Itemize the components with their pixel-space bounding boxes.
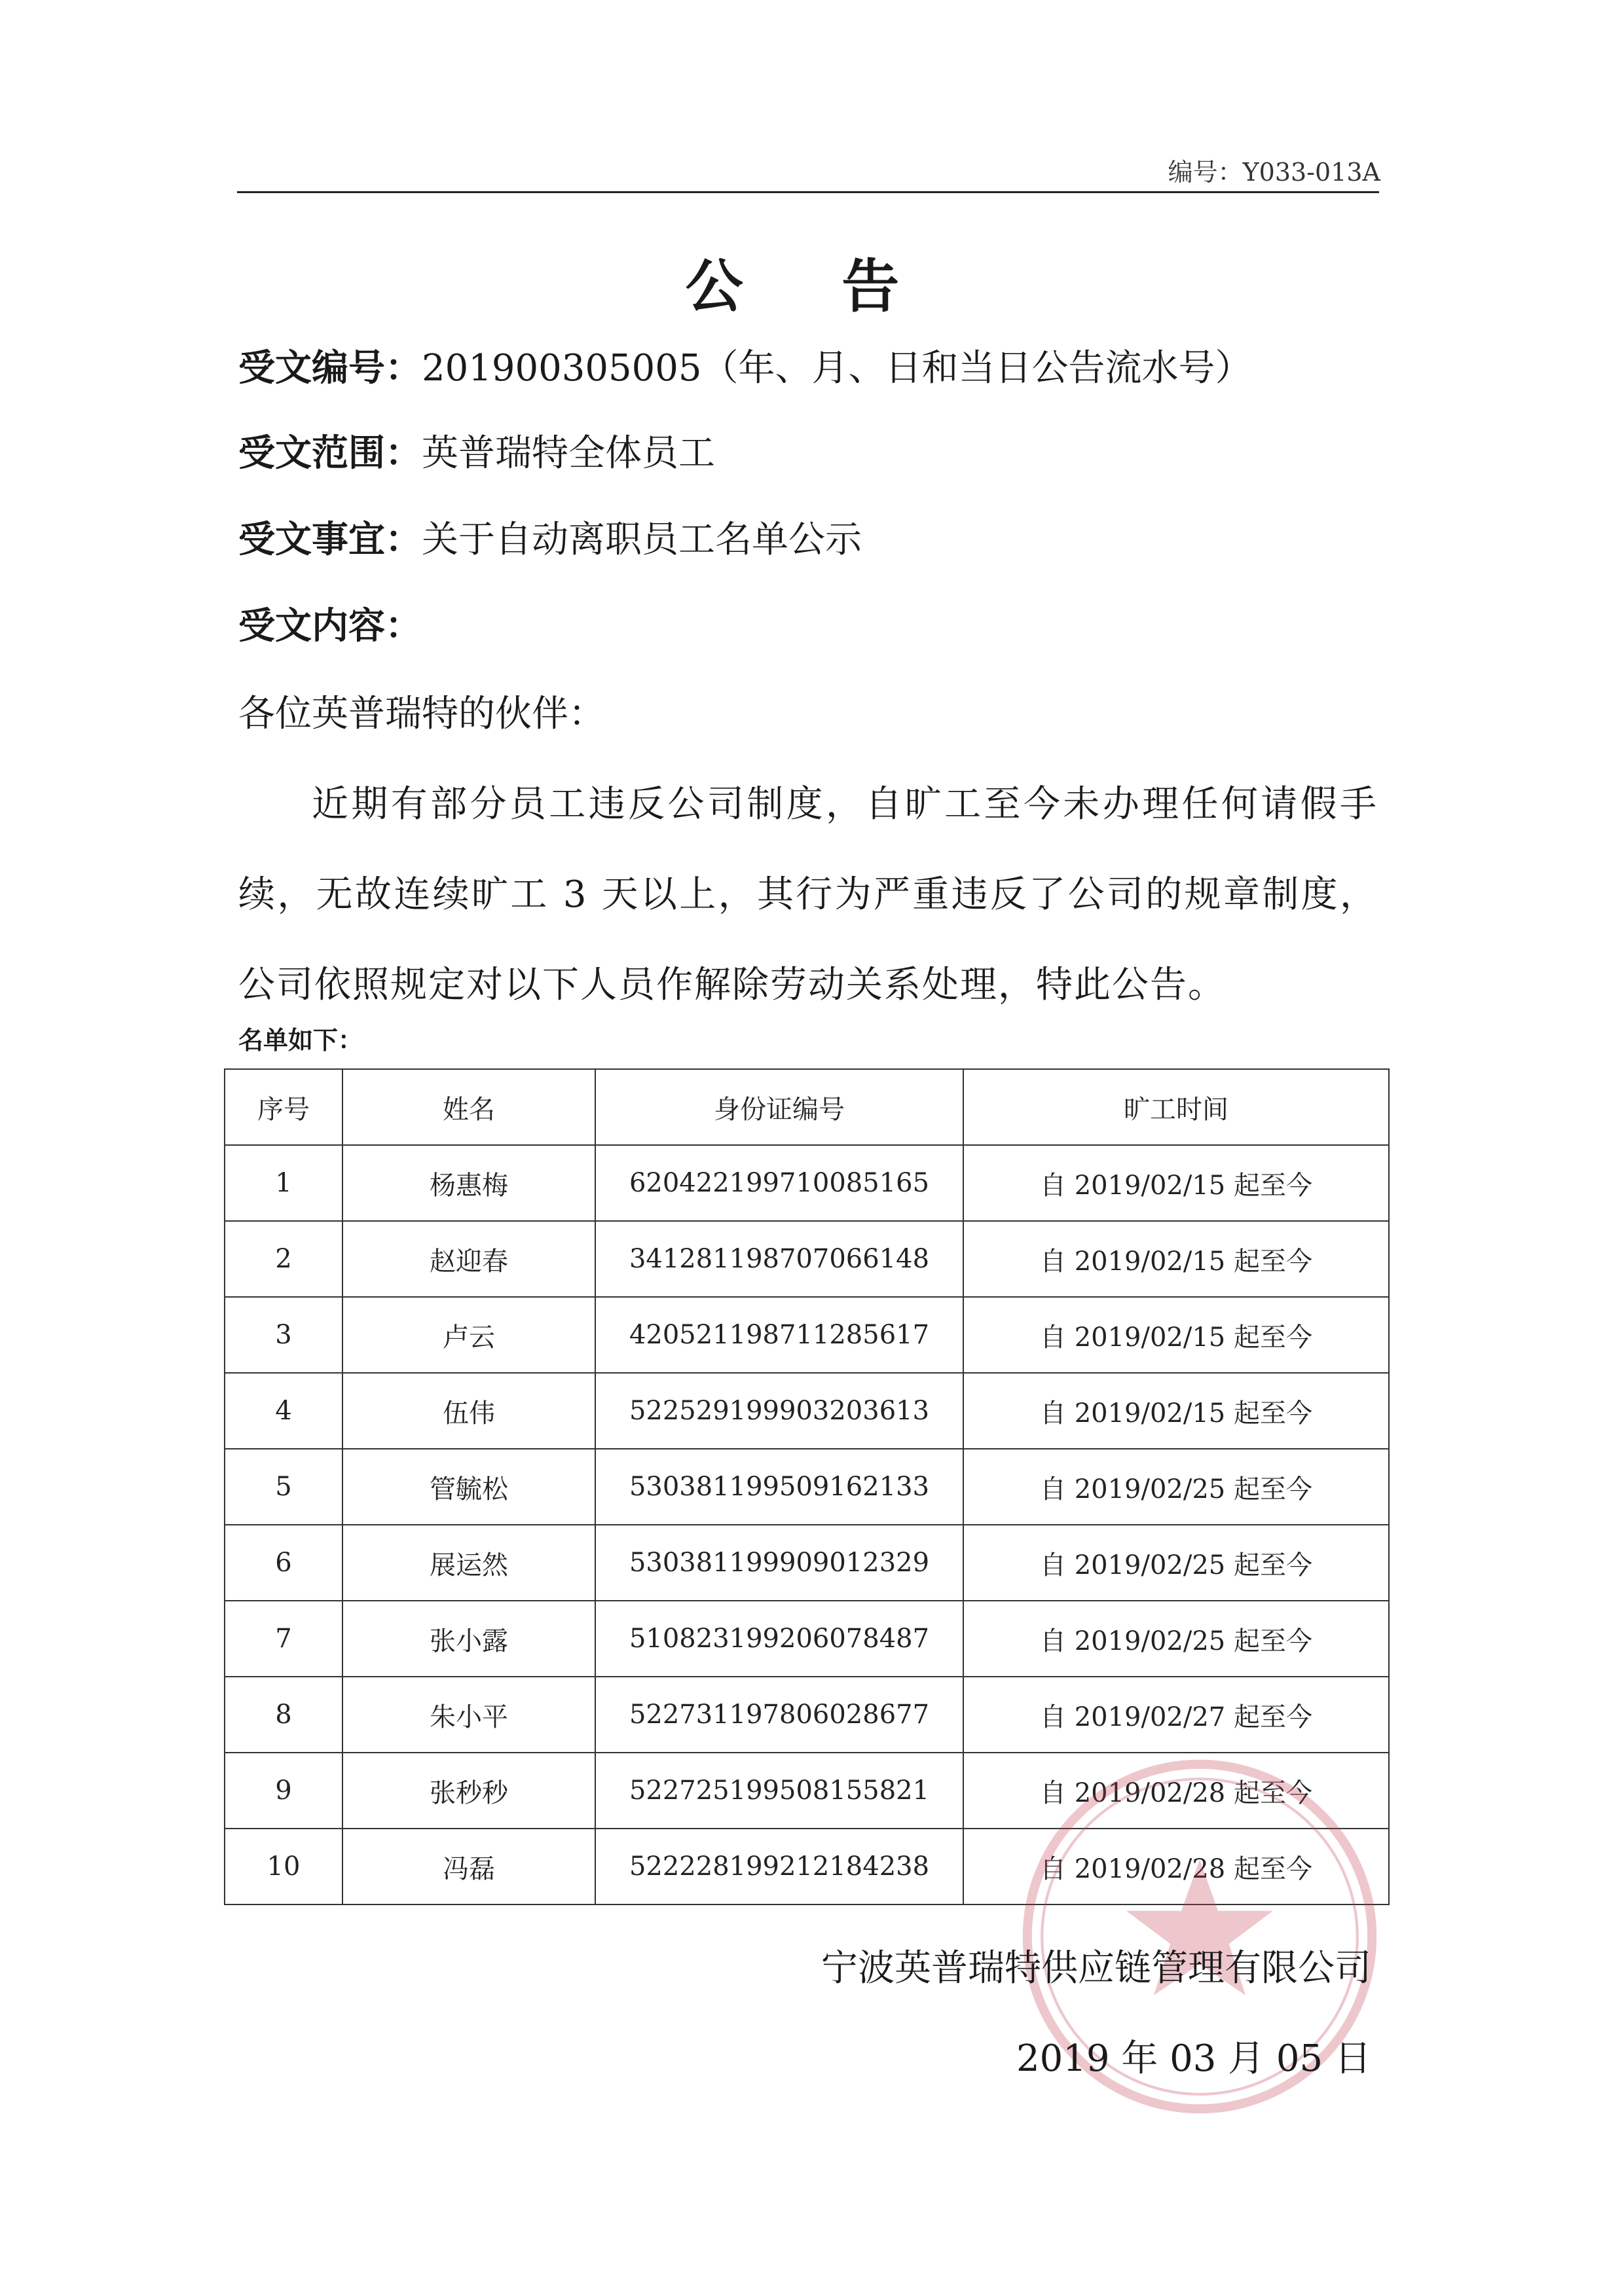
salutation: 各位英普瑞特的伙伴： [238,693,605,735]
cell-id-number: 510823199206078487 [595,1601,963,1677]
cell-id-number: 530381199509162133 [595,1449,963,1525]
cell-absence-period: 自 2019/02/15 起至今 [963,1297,1389,1373]
cell-index: 2 [225,1221,342,1297]
cell-index: 10 [225,1829,342,1904]
field-document-number [238,339,1252,392]
field-label: 受文事宜： [238,519,422,561]
cell-name: 卢云 [342,1297,595,1373]
field-value: 关于自动离职员工名单公示 [422,519,862,561]
cell-id-number: 522228199212184238 [595,1829,963,1904]
cell-name: 张小露 [342,1601,595,1677]
signature-date: 2019 年 03 月 05 日 [1016,2037,1371,2080]
cell-id-number: 522725199508155821 [595,1753,963,1829]
column-header: 序号 [225,1069,342,1145]
table-header-row [225,1069,1389,1145]
cell-name: 张秒秒 [342,1753,595,1829]
cell-name: 伍伟 [342,1373,595,1449]
table-row [225,1601,1389,1677]
cell-id-number: 522731197806028677 [595,1677,963,1753]
header-divider [237,191,1379,193]
cell-absence-period: 自 2019/02/27 起至今 [963,1677,1389,1753]
field-content [238,597,422,649]
cell-index: 3 [225,1297,342,1373]
table-row [225,1525,1389,1601]
field-label: 受文编号： [238,347,422,390]
table-row [225,1297,1389,1373]
table-row [225,1145,1389,1221]
field-value: 201900305005（年、月、日和当日公告流水号） [422,347,1252,390]
field-scope [238,424,715,477]
cell-index: 4 [225,1373,342,1449]
cell-id-number: 620422199710085165 [595,1145,963,1221]
document-code: 编号：Y033-013A [1168,158,1380,187]
cell-index: 8 [225,1677,342,1753]
notice-body: 近期有部分员工违反公司制度，自旷工至今未办理任何请假手续，无故连续旷工 3 天以上，其行为严重违反了公司的规章制度，公司依照规定对以下人员作解除劳动关系处理，特此公告。 [238,783,1378,1006]
field-label: 受文范围： [238,432,422,475]
cell-index: 9 [225,1753,342,1829]
cell-absence-period: 自 2019/02/15 起至今 [963,1373,1389,1449]
cell-index: 5 [225,1449,342,1525]
field-subject [238,511,862,563]
cell-name: 管毓松 [342,1449,595,1525]
cell-absence-period: 自 2019/02/15 起至今 [963,1145,1389,1221]
column-header: 姓名 [342,1069,595,1145]
field-value: 英普瑞特全体员工 [422,432,715,475]
cell-id-number: 530381199909012329 [595,1525,963,1601]
cell-id-number: 420521198711285617 [595,1297,963,1373]
cell-name: 杨惠梅 [342,1145,595,1221]
page-title: 公 告 [685,253,939,320]
cell-absence-period: 自 2019/02/25 起至今 [963,1525,1389,1601]
cell-absence-period: 自 2019/02/28 起至今 [963,1753,1389,1829]
table-row [225,1449,1389,1525]
cell-absence-period: 自 2019/02/25 起至今 [963,1449,1389,1525]
table-row [225,1677,1389,1753]
table-row [225,1221,1389,1297]
company-signature: 宁波英普瑞特供应链管理有限公司 [821,1947,1371,1990]
cell-index: 6 [225,1525,342,1601]
cell-id-number: 522529199903203613 [595,1373,963,1449]
cell-name: 展运然 [342,1525,595,1601]
cell-id-number: 341281198707066148 [595,1221,963,1297]
list-label: 名单如下： [238,1026,363,1055]
cell-index: 1 [225,1145,342,1221]
cell-absence-period: 自 2019/02/28 起至今 [963,1829,1389,1904]
cell-absence-period: 自 2019/02/25 起至今 [963,1601,1389,1677]
column-header: 旷工时间 [963,1069,1389,1145]
cell-name: 赵迎春 [342,1221,595,1297]
cell-absence-period: 自 2019/02/15 起至今 [963,1221,1389,1297]
cell-name: 朱小平 [342,1677,595,1753]
table-row [225,1373,1389,1449]
cell-index: 7 [225,1601,342,1677]
column-header: 身份证编号 [595,1069,963,1145]
field-label: 受文内容： [238,605,422,647]
cell-name: 冯磊 [342,1829,595,1904]
